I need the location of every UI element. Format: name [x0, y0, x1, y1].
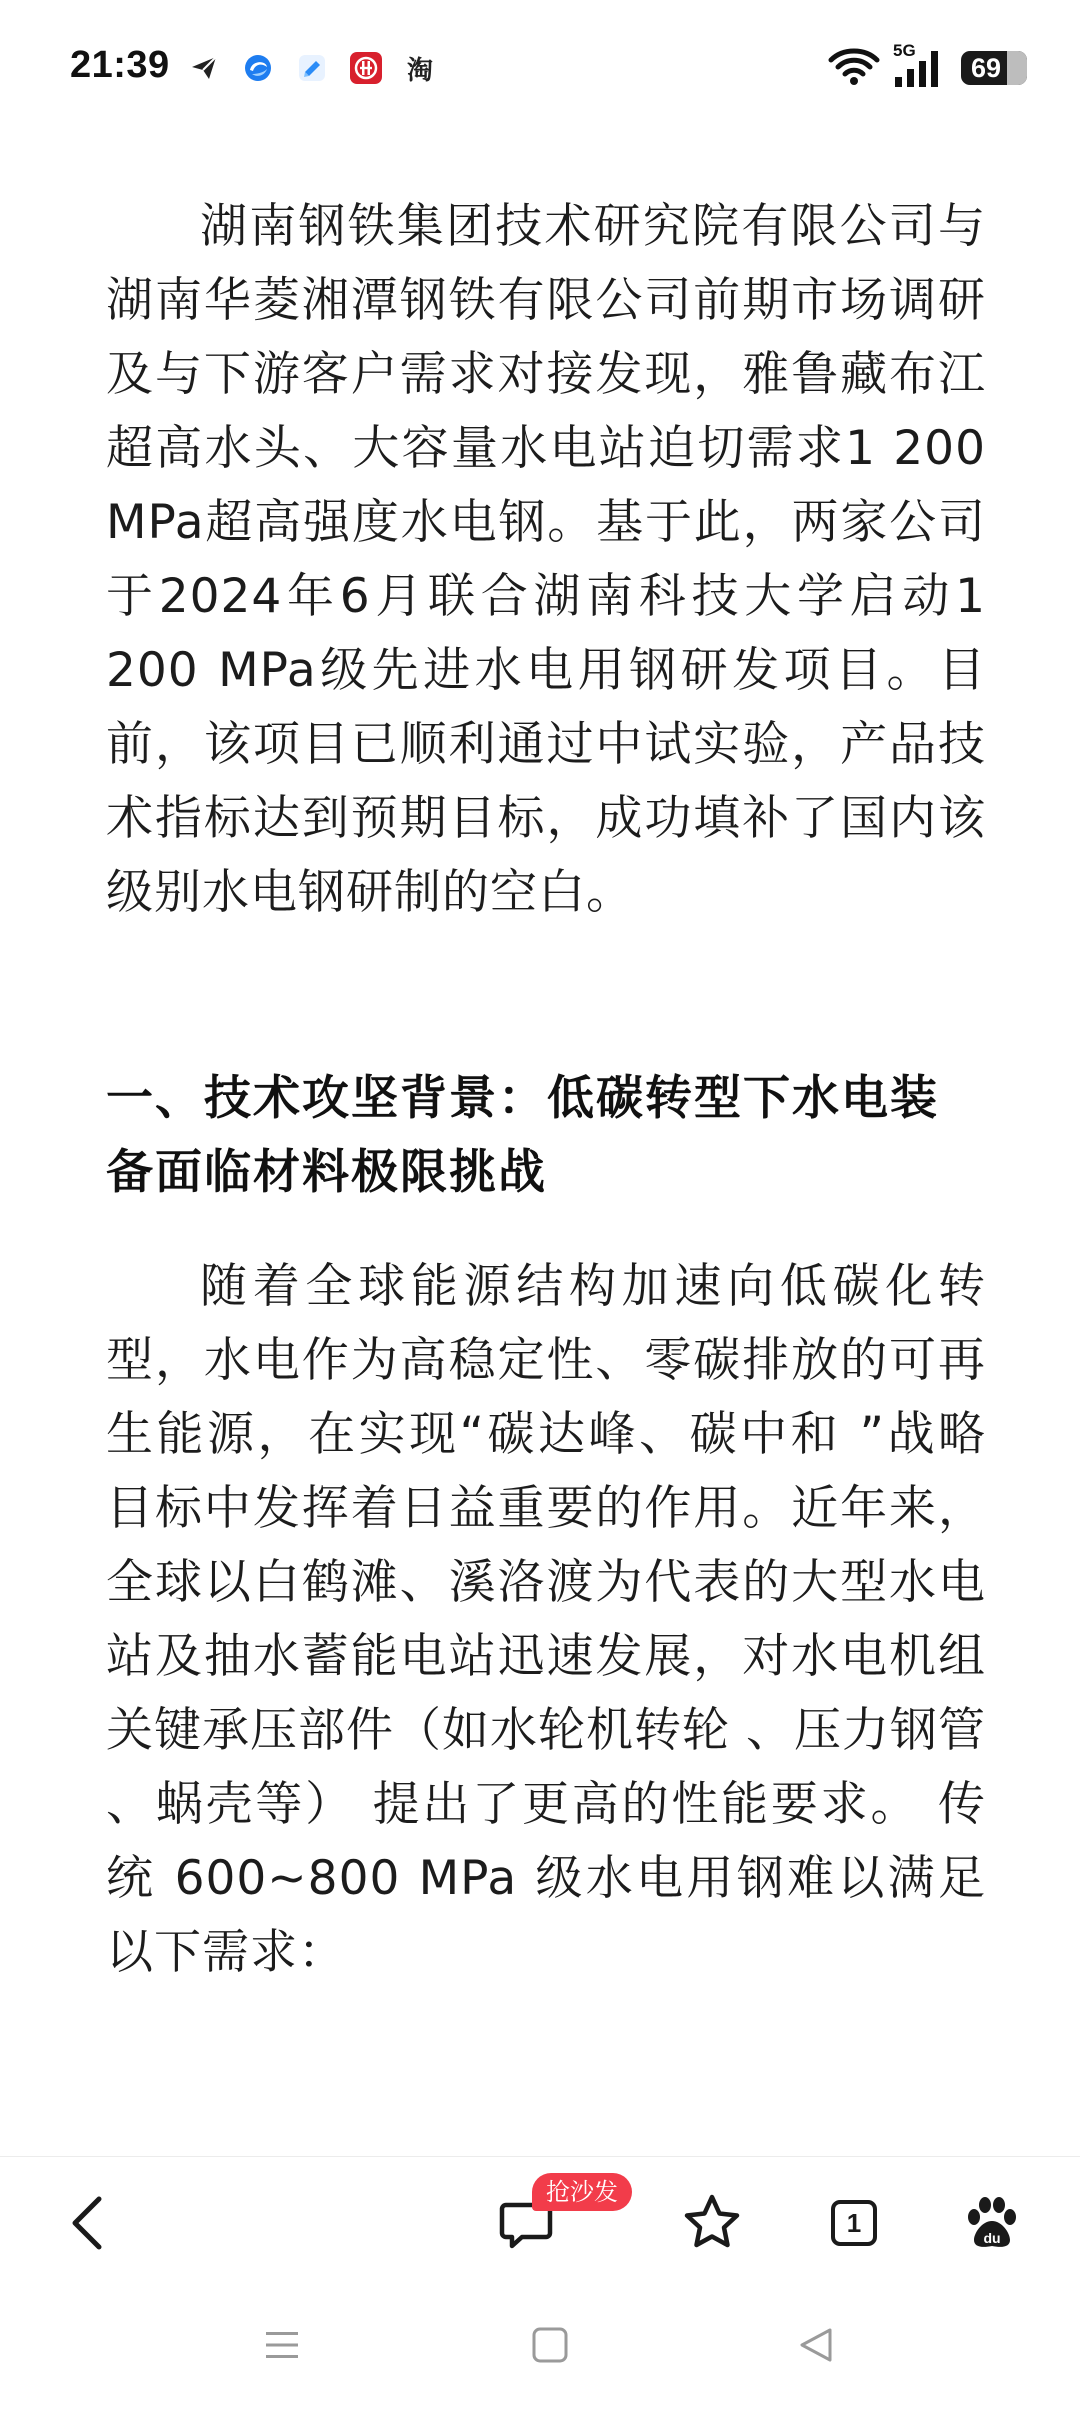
- notification-icons: [186, 50, 438, 86]
- baidu-button[interactable]: [952, 2183, 1032, 2263]
- section-heading: 一、技术攻坚背景：低碳转型下水电装备面临材料极限挑战: [106, 1071, 939, 1200]
- app-cube-icon: [294, 50, 330, 86]
- taobao-icon: 淘: [406, 55, 433, 86]
- star-icon: [681, 2192, 743, 2254]
- nav-menu-button[interactable]: [242, 2310, 322, 2380]
- favorite-button[interactable]: [672, 2183, 752, 2263]
- tabs-button[interactable]: [814, 2183, 894, 2263]
- back-button[interactable]: [52, 2183, 122, 2263]
- system-navigation-bar: [0, 2290, 1080, 2412]
- comment-badge[interactable]: 抢沙发: [532, 2173, 632, 2211]
- citic-bank-icon: [348, 50, 384, 86]
- back-triangle-icon: [796, 2325, 836, 2365]
- status-time: 21:39: [70, 44, 170, 86]
- cellular-signal: [893, 41, 949, 89]
- section-paragraph: 随着全球能源结构加速向低碳化转型，水电作为高稳定性、零碳排放的可再生能源，在实现“碳达峰、碳中和 ”战略目标中发挥着日益重要的作用。近年来， 全球以白鹤滩、溪洛渡为代表的大型水电站及抽水蓄能电站迅速发展，对水电机组关键承压部件（如水轮机转轮 、压力钢管 、蜗壳等） 提出了更高的性能要求。 传统 600~800 MPa 级水电用钢难以满足以下需求：: [106, 1259, 986, 1980]
- battery-level: 69: [971, 52, 1002, 83]
- tab-count: 1: [846, 2207, 862, 2238]
- battery-empty-portion: [1007, 51, 1027, 85]
- nav-home-button[interactable]: [510, 2310, 590, 2380]
- battery-indicator: [961, 51, 1022, 85]
- browser-swirl-icon: [240, 50, 276, 86]
- back-arrow-icon: [67, 2193, 107, 2253]
- wifi-icon: [827, 46, 881, 90]
- intro-paragraph: 湖南钢铁集团技术研究院有限公司与湖南华菱湘潭钢铁有限公司前期市场调研及与下游客户需求对接发现，雅鲁藏布江超高水头、大容量水电站迫切需求1 200 MPa超高强度水电钢。基于此，两家公司于2024年6月联合湖南科技大学启动1 200 MPa级先进水电用钢研发项目。目前，该项目已顺利通过中试实验，产品技术指标达到预期目标，成功填补了国内该级别水电钢研制的空白。: [106, 199, 986, 920]
- home-square-icon: [530, 2325, 570, 2365]
- battery-icon: [961, 51, 1027, 85]
- system-icons: [827, 41, 1022, 90]
- menu-icon: [262, 2325, 302, 2365]
- article-body: [106, 190, 986, 1990]
- tabs-icon: [831, 2200, 877, 2246]
- bottom-toolbar: [0, 2156, 1080, 2287]
- paper-plane-icon: [186, 50, 222, 86]
- status-bar: [0, 0, 1080, 140]
- nav-back-button[interactable]: [776, 2310, 856, 2380]
- network-type-label: 5G: [893, 41, 916, 60]
- svg-text:du: du: [983, 2230, 1001, 2246]
- baidu-paw-icon: [962, 2193, 1022, 2253]
